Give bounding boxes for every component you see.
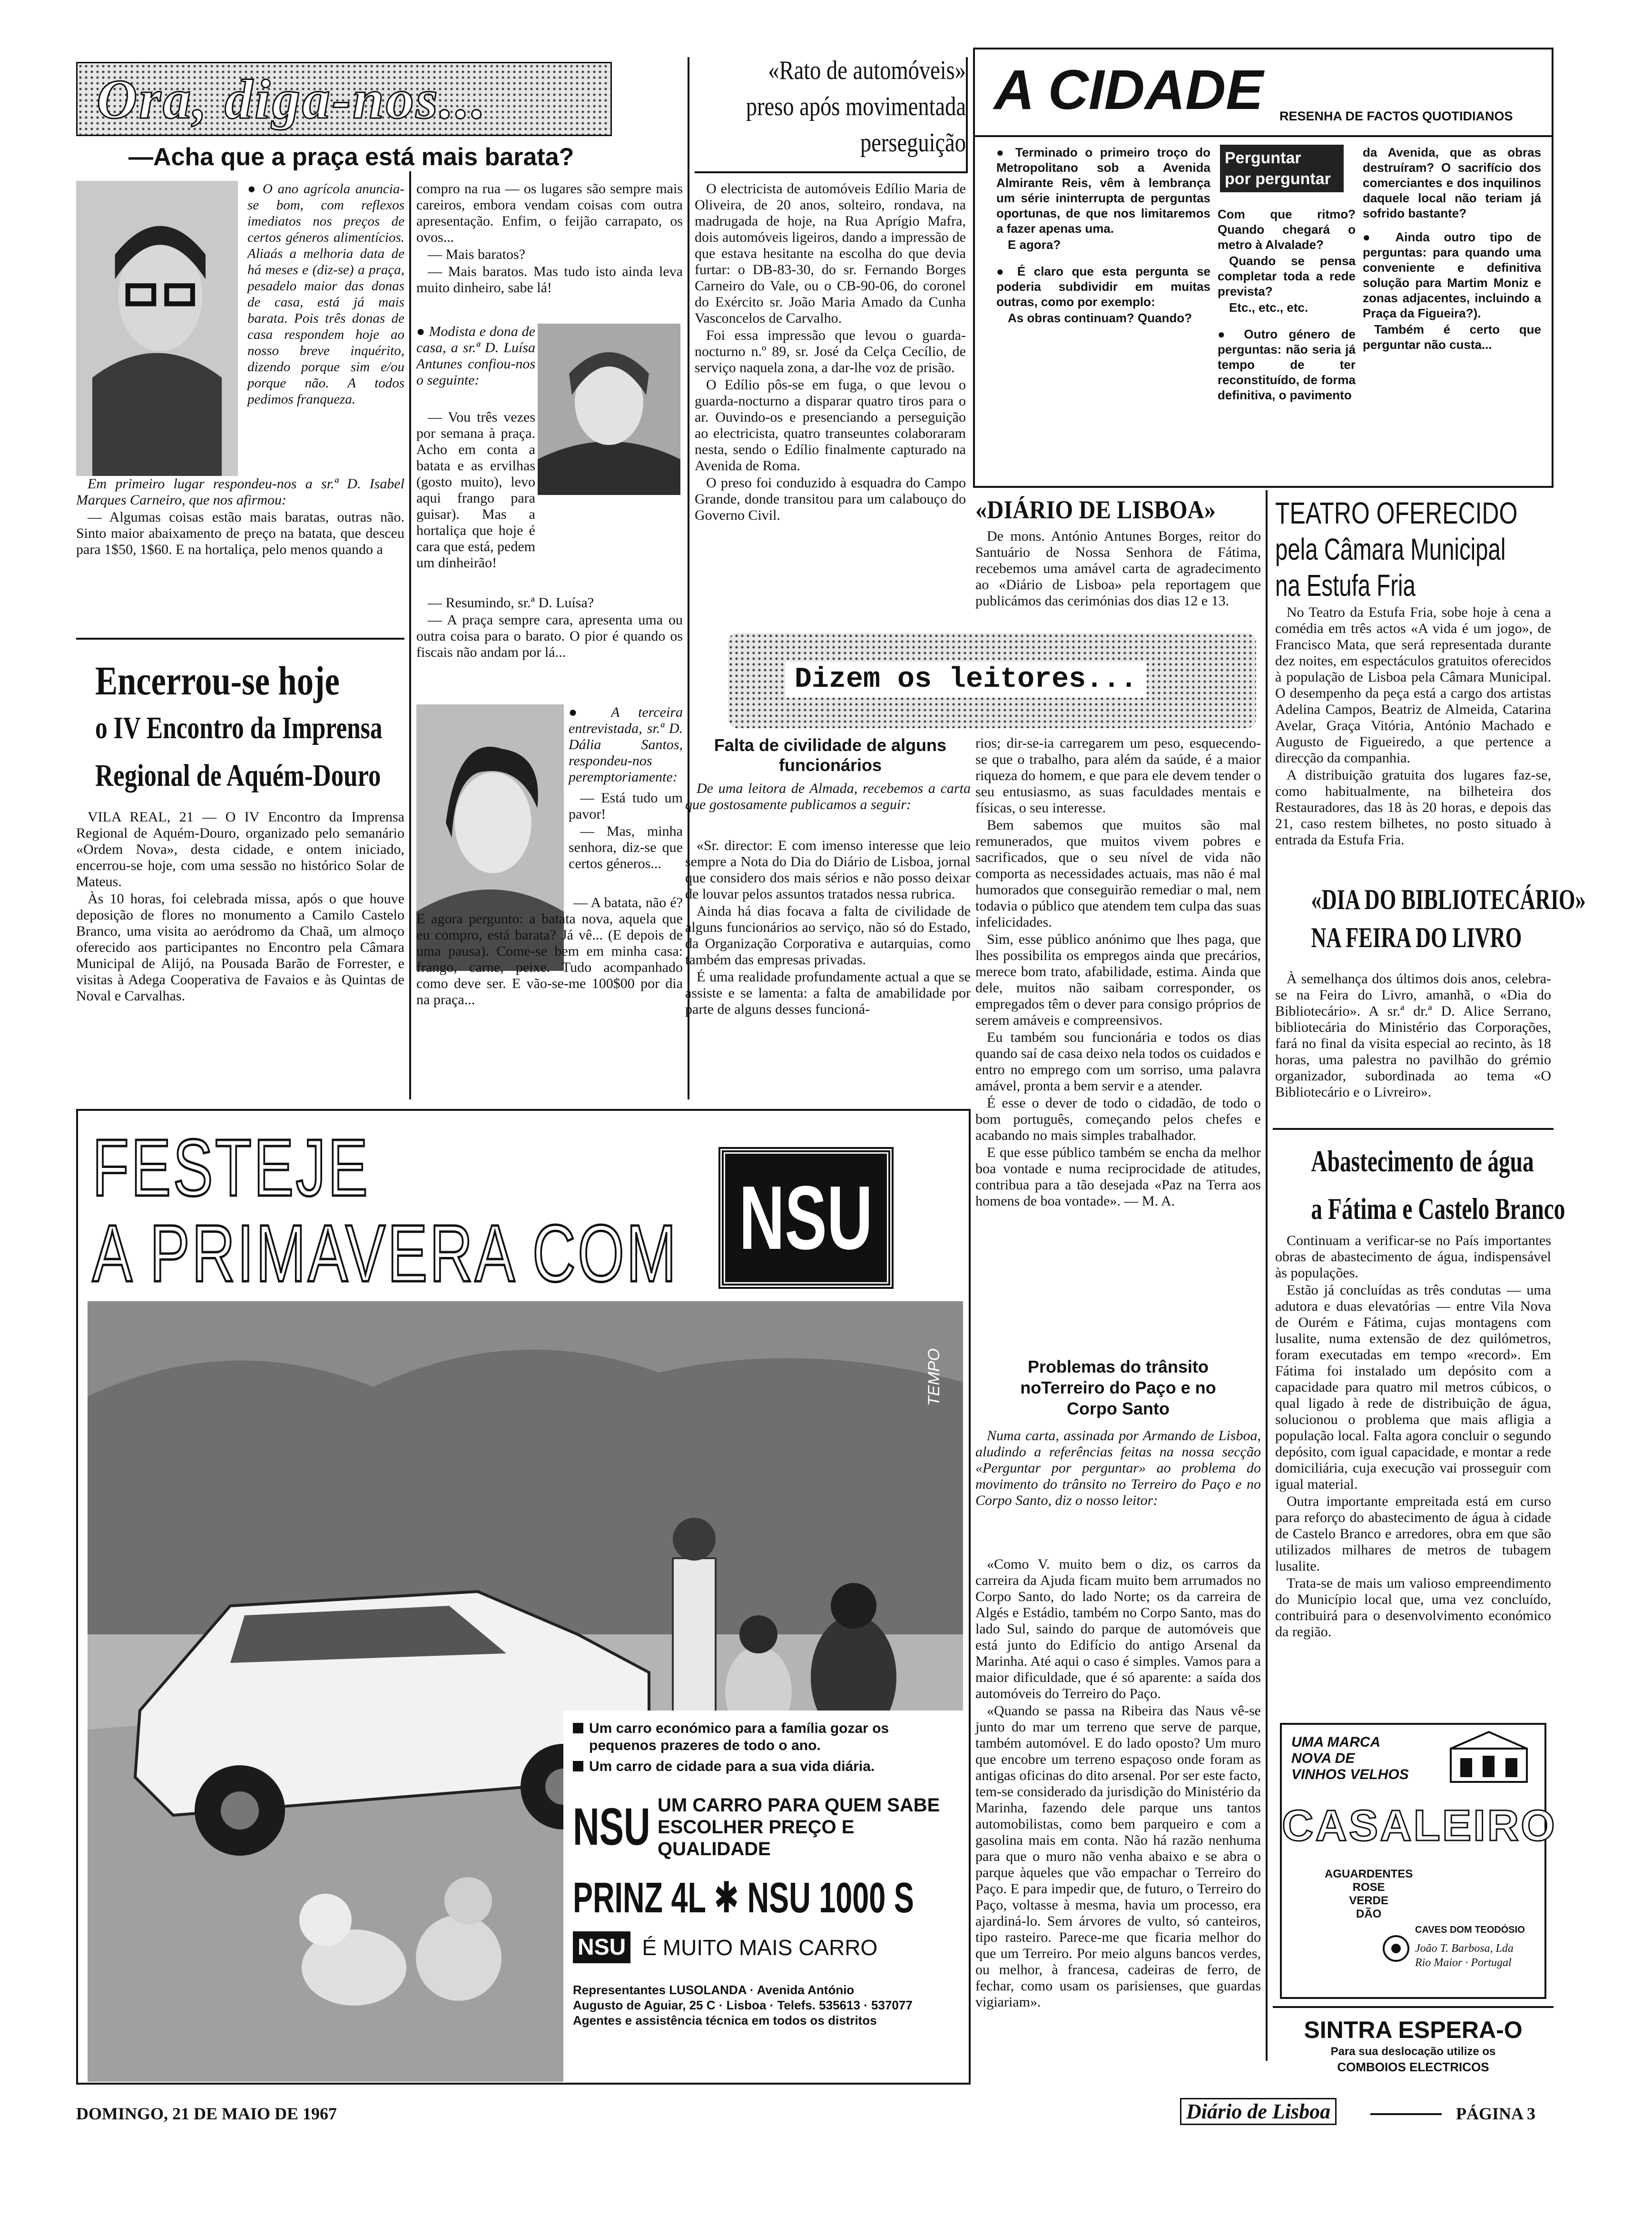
nsu-headline-2: A PRIMAVERA COM (92, 1208, 678, 1299)
col-divider-1 (409, 171, 411, 1099)
col2-p1: compro na rua — os lugares são sempre mais careiros, embora vendam coisas com outra apresentação. Enfim, o feijão carrapato, os ovos... (416, 181, 683, 245)
col2-luisa-intro (416, 324, 535, 389)
col1-p1: ● O ano agrícola anuncia-se bom, com reflexos imediatos nos preços de certos géneros alimentícios. Aliaás a melhoria data de há meses e (diz-se) a praça, pesadelo maior das donas de casa, está já mais barata. Pois três donas de casa respondem hoje ao nosso breve inquérito, dizendo porque sim e/ou porque não. A todos pedimos franqueza. (247, 181, 404, 407)
casaleiro-t2: NOVA DE (1291, 1750, 1355, 1766)
leitores-p9: E que esse público também se encha da melhor boa vontade e numa reciprocidade de atitudes, contribua para a tão desejada «Paz na Terra aos homens de boa vontade». — M. A. (975, 1145, 1261, 1209)
nsu-rep-2: Augusto de Aguiar, 25 C · Lisboa · Telefs. 535613 · 537077 (573, 1998, 913, 2012)
leitores-col-a (685, 838, 971, 1019)
leitores-p4: rios; dir-se-ia carregarem um peso, esquecendo-se que o trabalho, para além da saúde, é a maior riqueza do homem, e que para ele devem tender o seu entusiasmo, as suas faculdades mentais e físicas, o seu interesse. (975, 735, 1261, 816)
footer-rule (1370, 2113, 1442, 2115)
rato-h2: preso após movimentada (746, 92, 966, 121)
leitores-p1: «Sr. director: E com imenso interesse que leio sempre a Nota do Dia do Diário de Lisboa, jornal que considero dos mais sérios e não posso deixar de louvar pelos assuntos tratados nessa rubrica. (685, 838, 971, 902)
portrait-woman-image (538, 324, 680, 495)
encerrou-h1: Encerrou-se hoje (95, 658, 340, 703)
cidade-c3-p3: Também é certo que perguntar não custa... (1363, 322, 1541, 352)
biblio-h1: «DIA DO BIBLIOTECÁRIO» (1311, 884, 1586, 915)
perguntar-label (1220, 145, 1344, 192)
sintra-divider (1273, 2006, 1554, 2008)
ora-question: —Acha que a praça está mais barata? (128, 143, 574, 171)
casaleiro-s1: AGUARDENTES (1325, 1868, 1413, 1880)
footer-masthead: Diário de Lisboa (1180, 2098, 1337, 2125)
col1-divider (76, 638, 404, 640)
leitores-p7: Eu também sou funcionária e todos os dias quando saí de casa deixo nela todos os cuidados e entro no emprego com um sorriso, uma palavra amável, pronta a bem servir e a atender. (975, 1029, 1261, 1094)
casaleiro-sig2: Rio Maior · Portugal (1415, 1957, 1512, 1969)
square-bullet-icon (573, 1761, 583, 1771)
rato-p3: O Edílio pôs-se em fuga, o que levou o guarda-nocturno a disparar quatro tiros para o ar. Ouvindo-os e presenciando a perseguição ao electricista, quatro transeuntes colaboraram nesta, sendo o Edílio finalmente capturado na Avenida de Roma. (695, 377, 966, 474)
cidade-c3-p1: da Avenida, que as obras destruíram? O sacrifício dos comerciantes e dos inquilinos daquele local não teriam já sofrido bastante? (1363, 145, 1541, 220)
teatro-p1: No Teatro da Estufa Fria, sobe hoje à cena a comédia em três actos «A vida é um jogo», de Francisco Mata, que será representada durante dez noites, em espectáculos gratuitos oferecidos à população de Lisboa pela Câmara Municipal. O desempenho da peça está a cargo dos artistas Adelina Campos, Beatriz de Almeida, Catarina Avelar, Graça Vitória, António Machado e Augusto de Figueiredo, a que pertence a direcção da companhia. (1275, 604, 1551, 766)
cidade-c3-p2: ● Ainda outro tipo de perguntas: para quando uma conveniente e definitiva solução para Martim Moniz e zonas adjacentes, incluindo a Praça da Figueira?). (1363, 229, 1541, 321)
casaleiro-s3: VERDE (1349, 1894, 1389, 1907)
rato-box-right (966, 57, 968, 171)
cidade-c2-p3: Etc., etc., etc. (1229, 300, 1308, 315)
casaleiro-seal-icon (1382, 1934, 1410, 1963)
nsu-ad (76, 1109, 971, 2085)
col2-p3: — Mais baratos. Mas tudo isto ainda leva muito dinheiro, sabe lá! (416, 264, 683, 296)
agua-h1: Abastecimento de água (1311, 1144, 1534, 1178)
agua-p1: Continuam a verificar-se no País importantes obras de abastecimento de água, indispensável às populações. (1275, 1233, 1551, 1281)
encerrou-p1: VILA REAL, 21 — O IV Encontro da Imprensa Regional de Aquém-Douro, organizado pelo semanário «Ordem Nova», desta cidade, e ontem iniciado, encerrou-se hoje, com uma sessão no histórico Solar de Mateus. (76, 809, 404, 890)
agua-headline (1275, 1137, 1565, 1233)
agua-p4: Trata-se de mais um valioso empreendimento do Município local que, uma vez concluído, contribuirá para o desenvolvimento económico da região. (1275, 1575, 1551, 1640)
leitores-intro2 (975, 1428, 1261, 1510)
casaleiro-tagline (1291, 1734, 1409, 1783)
nsu-tagline-1: UM CARRO PARA QUEM SABE (658, 1795, 940, 1816)
rato-headline (695, 52, 966, 161)
col2-top (416, 181, 683, 297)
cidade-subtitle: RESENHA DE FACTOS QUOTIDIANOS (1279, 109, 1513, 123)
portrait-woman-glasses-image (76, 181, 238, 476)
square-bullet-icon (573, 1723, 583, 1733)
footer-page: PÁGINA 3 (1456, 2104, 1536, 2123)
cidade-c1-p4: As obras continuam? Quando? (1008, 311, 1192, 325)
col2-p7: — A praça sempre cara, apresenta uma ou outra coisa para o barato. O pior é quando os fiscais não andam por lá... (416, 612, 683, 660)
casaleiro-s2: ROSE (1352, 1881, 1385, 1894)
col2-dalia-body (569, 790, 683, 873)
col2-p10: — Mas, minha senhora, diz-se que certos géneros... (569, 823, 683, 871)
leitores-intro (685, 781, 971, 814)
biblio-p1: À semelhança dos últimos dois anos, celebra-se na Feira do Livro, amanhã, o «Dia do Bibliotecário». A sr.ª dr.ª D. Alice Serrano, bibliotecária do Ministério das Corporações, fará no final da visita especial ao recinto, às 18 horas, uma palestra no pavilhão do grémio organizador, subordinada ao tema «O Bibliotecário e o Livreiro». (1275, 971, 1551, 1100)
perguntar-label-2: por perguntar (1225, 170, 1331, 188)
cidade-c1-p1: ● Terminado o primeiro troço do Metropolitano sob a Avenida Almirante Reis, vêm à lembrança um série ininterrupta de perguntas oportunas, de que nos limitaremos a fazer apenas uma. (996, 145, 1210, 236)
cidade-c3 (1363, 145, 1541, 353)
ora-diga-nos-banner (76, 62, 612, 136)
rato-p1: O electricista de automóveis Edílio Maria de Oliveira, de 20 anos, solteiro, rondava, na madrugada de hoje, na Rua Aprígio Mafra, dois automóveis ligeiros, dando a impressão de que estava hesitante na escolha do que devia furtar: o DB-83-30, do sr. Fernando Borges Carneiro do Vale, ou o CB-90-06, do coronel do Exército sr. João Maria Amado da Cunha Vasconcelos de Carvalho. (695, 181, 966, 326)
encerrou-h3: Regional de Aquém-Douro (95, 758, 381, 793)
col1-lower (76, 476, 404, 559)
cidade-c1-p3: ● É claro que esta pergunta se poderia subdividir em muitas outras, como por exemplo: (996, 264, 1210, 309)
col1-p2: Em primeiro lugar respondeu-nos a sr.ª D. Isabel Marques Carneiro, que nos afirmou: (76, 476, 404, 508)
nsu-benefits (573, 1720, 954, 1775)
col-divider-3 (1266, 490, 1268, 2061)
diario-p1: De mons. António Antunes Borges, reitor do Santuário de Nossa Senhora de Fátima, recebemos uma amável carta de agradecimento ao «Diário de Lisboa» pela reportagem que publicámos das cerimónias dos dias 12 e 13. (975, 528, 1261, 609)
cidade-c2-p4: ● Outro género de perguntas: não seria já tempo de ter reconstituído, de forma definitiva, o pavimento (1218, 326, 1356, 403)
rato-h1: «Rato de automóveis» (768, 56, 966, 85)
nsu-logo-small: NSU (573, 1798, 650, 1856)
col2-luisa-end (416, 595, 683, 662)
biblio-h2: NA FEIRA DO LIVRO (1311, 922, 1522, 953)
agua-body (1275, 1233, 1551, 1641)
cidade-c1 (996, 145, 1210, 326)
col2-dalia-intro (569, 704, 683, 786)
col2-p5: — Vou três vezes por semana à praça. Acho em conta a batata e as ervilhas (gosto muito), levo aqui frango para guisar). Mas a hortaliça que hoje é cara que está, pedem um dinheirão! (416, 409, 535, 571)
agua-divider (1273, 1128, 1554, 1130)
leitores-q2: «Quando se passa na Ribeira das Naus vê-se junto do mar um terreno que serve de parque, também automóvel. E do lado oposto? Um muro que encobre um terreno espaçoso onde foram as antigas oficinas do dito arsenal. Por ser este facto, tem-se considerado da jurisdição do Ministério da Marinha, fazendo dele parque uns tantos automobilistas, como bem parqueiro e com a gasolina mais em conta. Não há razão nenhuma para que o muro não venha abaixo e se abra o parque àqueles que vão empachar o Terreiro do Paço. E para impedir que, de futuro, o Terreiro do Paço, voltasse à mesma, havia um processo, era ajardiná-lo. Sem árvores de vulto, só canteiros, tipo rasteiro. Parece-me que ficaria melhor do que um Terreiro. Por meio alguns bancos verdes, ou melhor, à francesa, cadeiras de ferro, de fechar, como usam os parisienses, que guardas vigiariam». (975, 1703, 1261, 2010)
teatro-h2: pela Câmara Municipal (1275, 532, 1506, 566)
agua-h2: a Fátima e Castelo Branco (1311, 1192, 1565, 1226)
casaleiro-ad (1280, 1723, 1557, 1999)
biblio-headline (1275, 880, 1586, 957)
nsu-representantes (573, 1982, 954, 2028)
rato-p2: Foi essa impressão que levou o guarda-nocturno n.º 89, sr. José da Celça Cecílio, de serviço naquela zona, a dar-lhe voz de prisão. (695, 327, 966, 376)
rato-p4: O preso foi conduzido à esquadra do Campo Grande, donde transitou para um calabouço do Governo Civil. (695, 475, 966, 523)
leitores-intro-p: De uma leitora de Almada, recebemos a carta que gostosamente publicamos a seguir: (685, 781, 971, 812)
nsu-logo-box: NSU (573, 1931, 630, 1963)
col2-dalia-end (416, 895, 683, 1009)
nsu-benefit-1-text: Um carro económico para a família gozar os pequenos prazeres de todo o ano. (589, 1721, 889, 1753)
leitores-p6: Sim, esse público anónimo que lhes paga, que lhes possibilita os empregos ainda que precários, merece bom trato, afabilidade, estima. Ainda que dele, muitos não saibam corresponder, os empregados têm o dever para consigo próprios de serem amáveis e compreensivos. (975, 931, 1261, 1028)
cidade-c2 (1218, 207, 1356, 404)
leitores-p5: Bem sabemos que muitos são mal remunerados, que muitos vivem pobres e sacrificados, que o seu nível de vida não comporta as necessidades actuais, mas não é mal humorados que conseguirão remediar o mal, nem todavia o público que atendem tem culpa das suas infelicidades. (975, 817, 1261, 930)
diario-title: «DIÁRIO DE LISBOA» (975, 495, 1216, 524)
nsu-tagline-2: ESCOLHER PREÇO E QUALIDADE (658, 1817, 855, 1859)
encerrou-body (76, 809, 404, 1005)
teatro-p2: A distribuição gratuita dos lugares faz-se, como habitualmente, na bilheteira dos Restauradores, das 18 às 20 horas, e depois das 21, caso restem bilhetes, no posto situado à entrada da Estufa Fria. (1275, 767, 1551, 848)
nsu-benefit-2-text: Um carro de cidade para a sua vida diária. (589, 1759, 875, 1774)
biblio-body (1275, 971, 1551, 1101)
nsu-models: PRINZ 4L ✱ NSU 1000 S (573, 1874, 914, 1922)
sintra-headline: SINTRA ESPERA-O (1304, 2017, 1523, 2043)
nsu-mais-text: É MUITO MAIS CARRO (642, 1935, 878, 1960)
casaleiro-brand: CASALEIRO (1282, 1801, 1557, 1850)
sintra-l2: COMBOIOS ELECTRICOS (1337, 2060, 1489, 2074)
col1-p3: — Algumas coisas estão mais baratas, outras não. Sinto maior abaixamento de preço na batata, que desceu para 1$50, 1$60. E na hortaliça, pelo menos quando a (76, 509, 404, 557)
leitores-p8: É esse o dever de todo o cidadão, de todo o bom português, começando pelos chefes e acabando no mais simples trabalhador. (975, 1095, 1261, 1143)
cidade-c1-p2: E agora? (1008, 237, 1061, 252)
sintra-l1: Para sua deslocação utilize os (1330, 2045, 1496, 2058)
nsu-headline-1: FESTEJE (92, 1123, 370, 1213)
col2-p6: — Resumindo, sr.ª D. Luísa? (428, 595, 594, 611)
leitores-traffic (975, 1556, 1261, 2011)
casaleiro-emblem-icon (1448, 1730, 1529, 1787)
sintra-ad (1280, 2016, 1546, 2075)
casaleiro-sig1: João T. Barbosa, Lda (1415, 1942, 1514, 1955)
casaleiro-products (1325, 1868, 1413, 1921)
nsu-tempo-credit: TEMPO (925, 1348, 943, 1406)
nsu-logo-main-text: NSU (739, 1167, 873, 1268)
leitores-p2: Ainda há dias focava a falta de civilidade de alguns funcionários ao serviço, não só do Estado, da Organização Corporativa e autarquias, como também das empresas privadas. (685, 903, 971, 968)
nsu-tagline (658, 1794, 954, 1860)
rato-box-bottom (695, 171, 968, 173)
nsu-copy-panel (563, 1711, 963, 2082)
col2-p4: ● Modista e dona de casa, a sr.ª D. Luísa Antunes confiou-nos o seguinte: (416, 324, 535, 388)
leitores-banner (728, 633, 1256, 728)
cidade-title-rule (975, 135, 1552, 137)
leitores-h1: Falta de civilidade de alguns funcionários (714, 735, 947, 775)
rato-h3: perseguição (860, 128, 966, 158)
photo-luisa-antunes (538, 324, 680, 495)
col1-intro (247, 181, 404, 408)
teatro-body (1275, 604, 1551, 849)
cidade-title: A CIDADE (994, 59, 1263, 121)
leitores-h2: Problemas do trânsito noTerreiro do Paço e no Corpo Santo (1020, 1357, 1216, 1418)
casaleiro-t3: VINHOS VELHOS (1291, 1767, 1409, 1782)
nsu-benefit-1 (573, 1720, 954, 1754)
agua-p2: Estão já concluídas as três condutas — uma adutora e duas elevatórias — entre Vila Nova de Ourém e Fátima, cujas montagens com lusalite, numa extensão de dez quilómetros, foram executadas em tempo «record». Em Fátima foi instalado um depósito com a capacidade para quatro mil metros cúbicos, o qual ligado à rede de distribuição de água, solucionou o problema que mais afligia a população local. Falta agora concluir o segundo depósito, com igual capacidade, e montar a rede domiciliária, cuja execução vai prosseguir com igual material. (1275, 1282, 1551, 1492)
leitores-intro2-p: Numa carta, assinada por Armando de Lisboa, aludindo a referências feitas na nossa secção «Perguntar por perguntar» ao problema do movimento do trânsito no Terreiro do Paço e no Corpo Santo, diz o nosso leitor: (975, 1428, 1261, 1508)
cidade-c2-p1: Com que ritmo? Quando chegará o metro à Alvalade? (1218, 207, 1356, 252)
encerrou-p2: Às 10 horas, foi celebrada missa, após o que houve deposição de flores no monumento a Camilo Castelo Branco, uma visita ao aeródromo da Chaã, um almoço oferecido aos participantes no Encontro pela Câmara Municipal de Alijó, na Pousada Barão de Forrester, e visitas à Adega Cooperativa de Favaios e às Quintas de Noval e Carvalhas. (76, 891, 404, 1004)
leitores-p3: É uma realidade profundamente actual a que se assiste e se lamenta: a falta de amabilidade por parte de alguns desses funcioná- (685, 969, 971, 1017)
col2-p2: — Mais baratos? (428, 247, 525, 262)
encerrou-h2: o IV Encontro da Imprensa (95, 711, 383, 745)
col2-p9: — Está tudo um pavor! (569, 790, 683, 822)
nsu-rep-1: Representantes LUSOLANDA · Avenida António (573, 1983, 855, 1997)
teatro-headline (1275, 495, 1556, 603)
casaleiro-t1: UMA MARCA (1291, 1734, 1381, 1750)
photo-isabel-carneiro (76, 181, 238, 476)
leitores-banner-title: Dizem os leitores... (785, 662, 1147, 698)
teatro-h3: na Estufa Fria (1275, 568, 1416, 603)
col2-p11: — A batata, não é? E agora pergunto: a batata nova, aquela que eu compro, está barata? Já vê... (E depois de uma pausa). Come-se bem em minha casa: frango, carne, peixe. Tudo acompanhado como deve ser. E vão-se-me 100$00 por dia na praça... (416, 895, 683, 1008)
teatro-h1: TEATRO OFERECIDO (1275, 496, 1518, 530)
perguntar-label-1: Perguntar (1225, 149, 1301, 167)
encerrou-headline (95, 657, 404, 800)
rato-body (695, 181, 966, 524)
footer-date: DOMINGO, 21 DE MAIO DE 1967 (76, 2104, 337, 2123)
diario-body (975, 528, 1261, 610)
cidade-c2-p2: Quando se pensa completar toda a rede prevista? (1218, 254, 1356, 298)
nsu-rep-3: Agentes e assistência técnica em todos os distritos (573, 2013, 877, 2027)
nsu-benefit-2 (573, 1758, 954, 1775)
col2-luisa-body (416, 409, 535, 572)
col2-p8: ● A terceira entrevistada, sr.ª D. Dália Santos, respondeu-nos peremptoriamente: (569, 704, 683, 785)
leitores-col-b (975, 735, 1261, 1210)
casaleiro-signature (1415, 1941, 1514, 1970)
cidade-box (973, 48, 1554, 488)
agua-p3: Outra importante empreitada está em curso para reforço do abastecimento de água à cidade de Castelo Branco e arredores, obra em que são utilizados milhares de metros de tubagem lusalite. (1275, 1493, 1551, 1574)
casaleiro-s4: DÃO (1356, 1908, 1382, 1920)
casaleiro-caves: CAVES DOM TEODÓSIO (1415, 1925, 1525, 1935)
leitores-q1: «Como V. muito bem o diz, os carros da carreira da Ajuda ficam muito bem arrumados no Corpo Santo, do lado Norte; os da carreira de Algés e Estádio, também no Corpo Santo, mas do lado Sul, saindo do parque de automóveis que está junto do Edifício do antigo Arsenal da Marinha. Até aqui o caso é simples. Vamos para a maior dificuldade, que é só aparente: a saída dos automóveis do Terreiro do Paço. (975, 1556, 1261, 1701)
nsu-mais-row (573, 1931, 954, 1963)
nsu-tagline-row (573, 1794, 954, 1860)
nsu-logo-main (720, 1149, 892, 1287)
ora-diga-nos-title: Ora, diga-nos... (97, 68, 488, 130)
